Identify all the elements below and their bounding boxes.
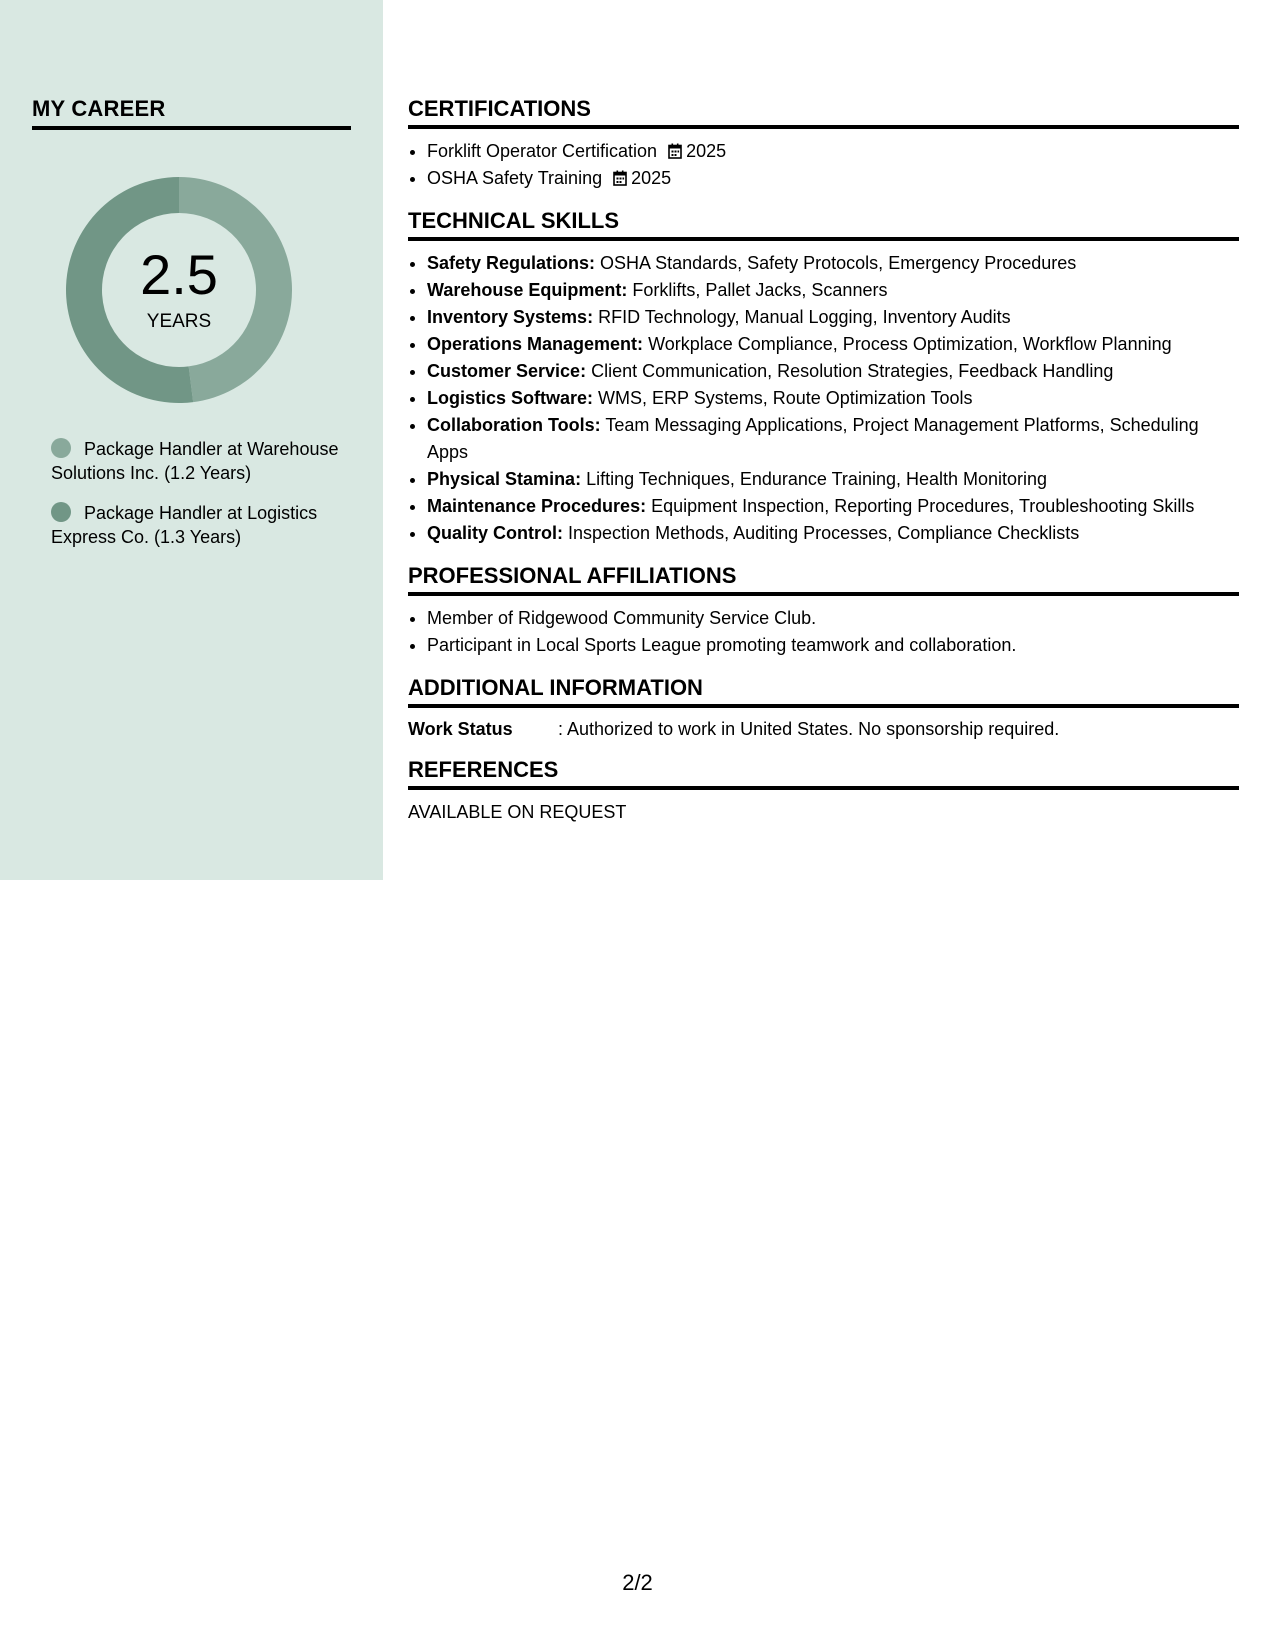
skill-item <box>427 277 1239 304</box>
work-status-row <box>408 717 1239 741</box>
job-legend-item <box>51 501 341 549</box>
total-years-value: 2.5 <box>140 243 218 306</box>
skill-item <box>427 331 1239 358</box>
technical-skills-section <box>408 208 1239 547</box>
skill-label: Maintenance Procedures: <box>427 496 647 516</box>
affiliation-item: • Participant in Local Sports League promoting teamwork and collaboration. <box>427 632 1239 659</box>
job-legend-item <box>51 437 341 485</box>
total-years-label: YEARS <box>146 311 212 332</box>
skill-text: OSHA Standards, Safety Protocols, Emergency Procedures <box>600 253 1077 273</box>
affiliations-section <box>408 563 1239 659</box>
certifications-section <box>408 96 1239 192</box>
affiliations-list <box>408 605 1239 659</box>
skill-item <box>427 412 1239 466</box>
skill-text: Equipment Inspection, Reporting Procedures, Troubleshooting Skills <box>651 496 1195 516</box>
section-title: PROFESSIONAL AFFILIATIONS <box>408 563 1239 596</box>
skill-label: Safety Regulations: <box>427 253 596 273</box>
job-color-dot <box>51 438 71 458</box>
skill-item <box>427 304 1239 331</box>
section-title: ADDITIONAL INFORMATION <box>408 675 1239 708</box>
sidebar <box>0 0 383 880</box>
job-color-dot <box>51 502 71 522</box>
skill-item <box>427 493 1239 520</box>
job-text: Package Handler at Warehouse Solutions Inc. (1.2 Years) <box>51 439 339 483</box>
additional-info-section <box>408 675 1239 741</box>
skill-text: WMS, ERP Systems, Route Optimization Tools <box>598 388 973 408</box>
skill-text: Inspection Methods, Auditing Processes, Compliance Checklists <box>568 523 1080 543</box>
skill-label: Warehouse Equipment: <box>427 280 628 300</box>
calendar-icon <box>668 143 682 159</box>
section-title: TECHNICAL SKILLS <box>408 208 1239 241</box>
job-text: Package Handler at Logistics Express Co. (1.3 Years) <box>51 503 318 547</box>
work-status-value: : Authorized to work in United States. No sponsorship required. <box>558 719 1060 739</box>
references-text: AVAILABLE ON REQUEST <box>408 802 627 822</box>
skill-item <box>427 520 1239 547</box>
references-section <box>408 757 1239 825</box>
page-number: 2/2 <box>622 1570 653 1595</box>
skill-item <box>427 466 1239 493</box>
skill-item <box>427 385 1239 412</box>
skills-list <box>408 250 1239 547</box>
skill-label: Inventory Systems: <box>427 307 594 327</box>
calendar-icon <box>613 170 627 186</box>
skill-text: Team Messaging Applications, Project Management Platforms, Scheduling Apps <box>427 415 1199 462</box>
certification-item <box>427 165 1239 192</box>
job-legend <box>51 437 341 565</box>
skill-label: Customer Service: <box>427 361 587 381</box>
affiliation-item: • Member of Ridgewood Community Service Club. <box>427 605 1239 632</box>
certification-year: 2025 <box>631 168 672 188</box>
skill-label: Logistics Software: <box>427 388 594 408</box>
skill-label: Operations Management: <box>427 334 644 354</box>
skill-text: Forklifts, Pallet Jacks, Scanners <box>632 280 888 300</box>
skill-item <box>427 250 1239 277</box>
work-status-key: Work Status <box>408 719 513 739</box>
certification-item <box>427 138 1239 165</box>
section-title: REFERENCES <box>408 757 1239 790</box>
career-donut-chart <box>66 177 292 403</box>
certification-name: OSHA Safety Training <box>427 168 603 188</box>
skill-item <box>427 358 1239 385</box>
skill-text: Client Communication, Resolution Strategies, Feedback Handling <box>591 361 1114 381</box>
career-heading: MY CAREER <box>32 96 351 130</box>
skill-text: RFID Technology, Manual Logging, Inventory Audits <box>598 307 1011 327</box>
skill-label: Physical Stamina: <box>427 469 582 489</box>
skill-label: Collaboration Tools: <box>427 415 601 435</box>
skill-label: Quality Control: <box>427 523 563 543</box>
main-content <box>408 96 1239 841</box>
skill-text: Workplace Compliance, Process Optimization, Workflow Planning <box>648 334 1172 354</box>
certification-year: 2025 <box>686 141 727 161</box>
certification-name: Forklift Operator Certification <box>427 141 658 161</box>
section-title: CERTIFICATIONS <box>408 96 1239 129</box>
skill-text: Lifting Techniques, Endurance Training, Health Monitoring <box>586 469 1048 489</box>
certifications-list <box>408 138 1239 192</box>
